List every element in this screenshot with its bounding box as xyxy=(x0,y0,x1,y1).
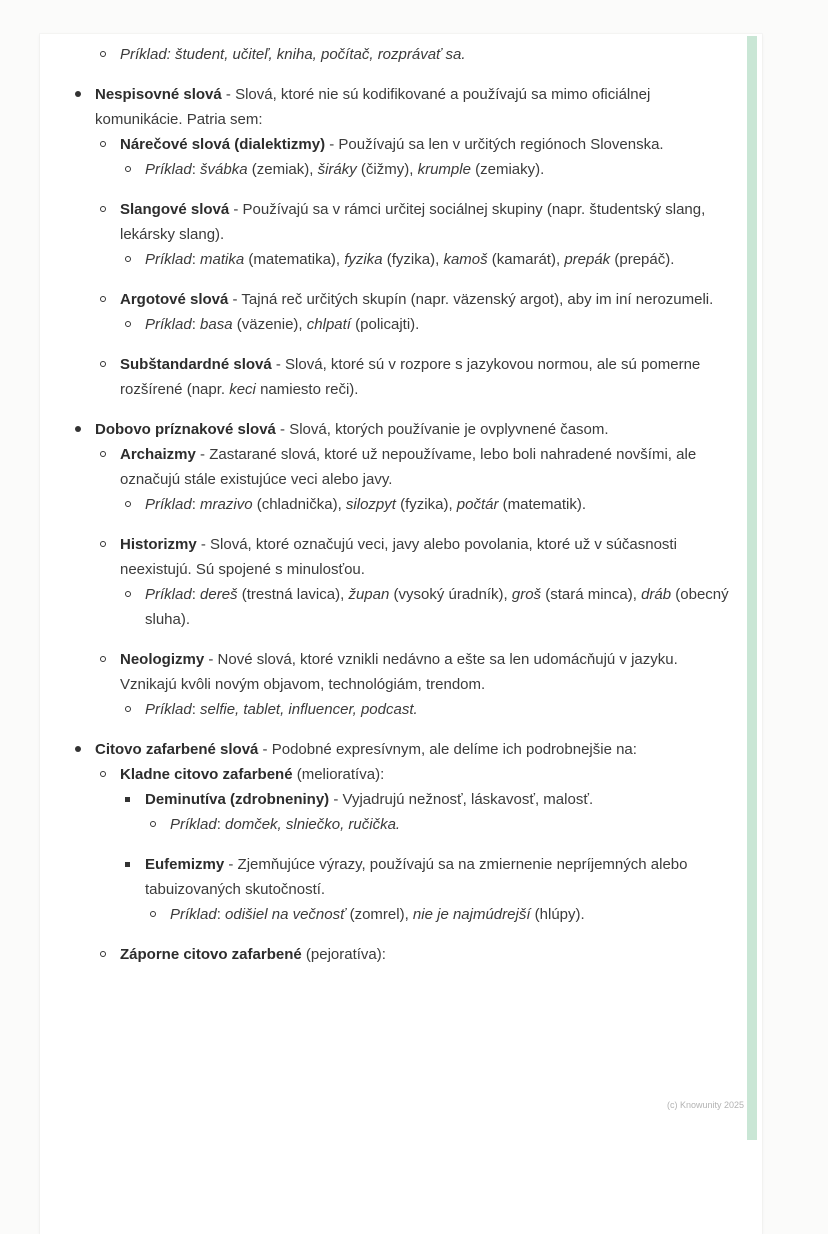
list-item-text: Dobovo príznakové slová - Slová, ktorých používanie je ovplyvnené časom. xyxy=(95,421,609,438)
list-item xyxy=(75,417,737,442)
list-item-text: Slangové slová - Používajú sa v rámci určitej sociálnej skupiny (napr. študentský slang, lekársky slang). xyxy=(120,201,706,243)
list-item xyxy=(125,312,737,337)
circle-bullet-icon xyxy=(100,442,120,492)
list-item xyxy=(100,442,737,492)
list-item xyxy=(100,132,737,157)
document-content xyxy=(40,34,762,967)
list-item xyxy=(125,247,737,272)
list-item xyxy=(125,852,737,902)
list-item-text: Nespisovné slová - Slová, ktoré nie sú kodifikované a používajú sa mimo oficiálnej komunikácie. Patria sem: xyxy=(95,86,651,128)
list-item xyxy=(100,287,737,312)
circle-bullet-icon xyxy=(150,902,170,927)
circle-bullet-icon xyxy=(125,697,145,722)
list-item xyxy=(75,82,737,132)
list-item xyxy=(125,157,737,182)
list-item-text: Príklad: basa (väzenie), chlpatí (policajti). xyxy=(145,316,420,333)
circle-bullet-icon xyxy=(100,132,120,157)
list-item xyxy=(125,582,737,632)
bullet-list xyxy=(75,42,737,967)
disc-bullet-icon xyxy=(75,417,95,442)
list-item xyxy=(125,787,737,812)
circle-bullet-icon xyxy=(100,532,120,582)
list-item xyxy=(100,197,737,247)
list-item xyxy=(100,42,737,67)
circle-bullet-icon xyxy=(125,492,145,517)
list-item xyxy=(150,902,737,927)
list-item-text: Záporne citovo zafarbené (pejoratíva): xyxy=(120,946,386,963)
list-item-text: Príklad: selfie, tablet, influencer, podcast. xyxy=(145,701,418,718)
square-bullet-icon xyxy=(125,787,145,812)
list-item-text: Príklad: odišiel na večnosť (zomrel), nie je najmúdrejší (hlúpy). xyxy=(170,906,585,923)
list-item xyxy=(75,737,737,762)
circle-bullet-icon xyxy=(125,157,145,182)
circle-bullet-icon xyxy=(125,582,145,632)
disc-bullet-icon xyxy=(75,82,95,132)
list-item-text: Príklad: dereš (trestná lavica), župan (vysoký úradník), groš (stará minca), dráb (obecný sluha). xyxy=(145,586,729,628)
document-page xyxy=(40,34,762,1234)
list-item xyxy=(100,942,737,967)
accent-bar xyxy=(747,36,757,1140)
list-item-text: Príklad: švábka (zemiak), širáky (čižmy), krumple (zemiaky). xyxy=(145,161,545,178)
list-item-text: Príklad: mrazivo (chladnička), silozpyt (fyzika), počtár (matematik). xyxy=(145,496,587,513)
circle-bullet-icon xyxy=(100,287,120,312)
list-item-text: Kladne citovo zafarbené (melioratíva): xyxy=(120,766,385,783)
list-item xyxy=(150,812,737,837)
disc-bullet-icon xyxy=(75,737,95,762)
list-item-text: Subštandardné slová - Slová, ktoré sú v rozpore s jazykovou normou, ale sú pomerne rozšírené (napr. keci namiesto reči). xyxy=(120,356,701,398)
list-item xyxy=(100,532,737,582)
list-item-text: Historizmy - Slová, ktoré označujú veci, javy alebo povolania, ktoré už v súčasnosti neexistujú. Sú spojené s minulosťou. xyxy=(120,536,677,578)
list-item-text: Eufemizmy - Zjemňujúce výrazy, používajú sa na zmiernenie nepríjemných alebo tabuizovaných skutočností. xyxy=(145,856,688,898)
circle-bullet-icon xyxy=(100,197,120,247)
list-item-text: Nárečové slová (dialektizmy) - Používajú sa len v určitých regiónoch Slovenska. xyxy=(120,136,664,153)
list-item-text: Argotové slová - Tajná reč určitých skupín (napr. väzenský argot), aby im iní nerozumeli. xyxy=(120,291,714,308)
circle-bullet-icon xyxy=(100,352,120,402)
copyright: (c) Knowunity 2025 xyxy=(666,1100,744,1110)
list-item-text: Neologizmy - Nové slová, ktoré vznikli nedávno a ešte sa len udomácňujú v jazyku. Vznikajú kvôli novým objavom, technológiám, trendom. xyxy=(120,651,678,693)
list-item-text: Príklad: matika (matematika), fyzika (fyzika), kamoš (kamarát), prepák (prepáč). xyxy=(145,251,675,268)
list-item-text: Deminutíva (zdrobneniny) - Vyjadrujú nežnosť, láskavosť, malosť. xyxy=(145,791,594,808)
list-item-text: Citovo zafarbené slová - Podobné expresívnym, ale delíme ich podrobnejšie na: xyxy=(95,741,637,758)
circle-bullet-icon xyxy=(125,247,145,272)
list-item xyxy=(100,762,737,787)
list-item xyxy=(100,352,737,402)
circle-bullet-icon xyxy=(100,42,120,67)
circle-bullet-icon xyxy=(100,762,120,787)
circle-bullet-icon xyxy=(150,812,170,837)
circle-bullet-icon xyxy=(100,942,120,967)
list-item xyxy=(100,647,737,697)
list-item-text: Príklad: domček, slniečko, ručička. xyxy=(170,816,401,833)
list-item-text: Príklad: študent, učiteľ, kniha, počítač, rozprávať sa. xyxy=(120,46,466,63)
list-item-text: Archaizmy - Zastarané slová, ktoré už nepoužívame, lebo boli nahradené novšími, ale označujú stále existujúce veci alebo javy. xyxy=(120,446,697,488)
list-item xyxy=(125,492,737,517)
circle-bullet-icon xyxy=(125,312,145,337)
circle-bullet-icon xyxy=(100,647,120,697)
list-item xyxy=(125,697,737,722)
square-bullet-icon xyxy=(125,852,145,902)
